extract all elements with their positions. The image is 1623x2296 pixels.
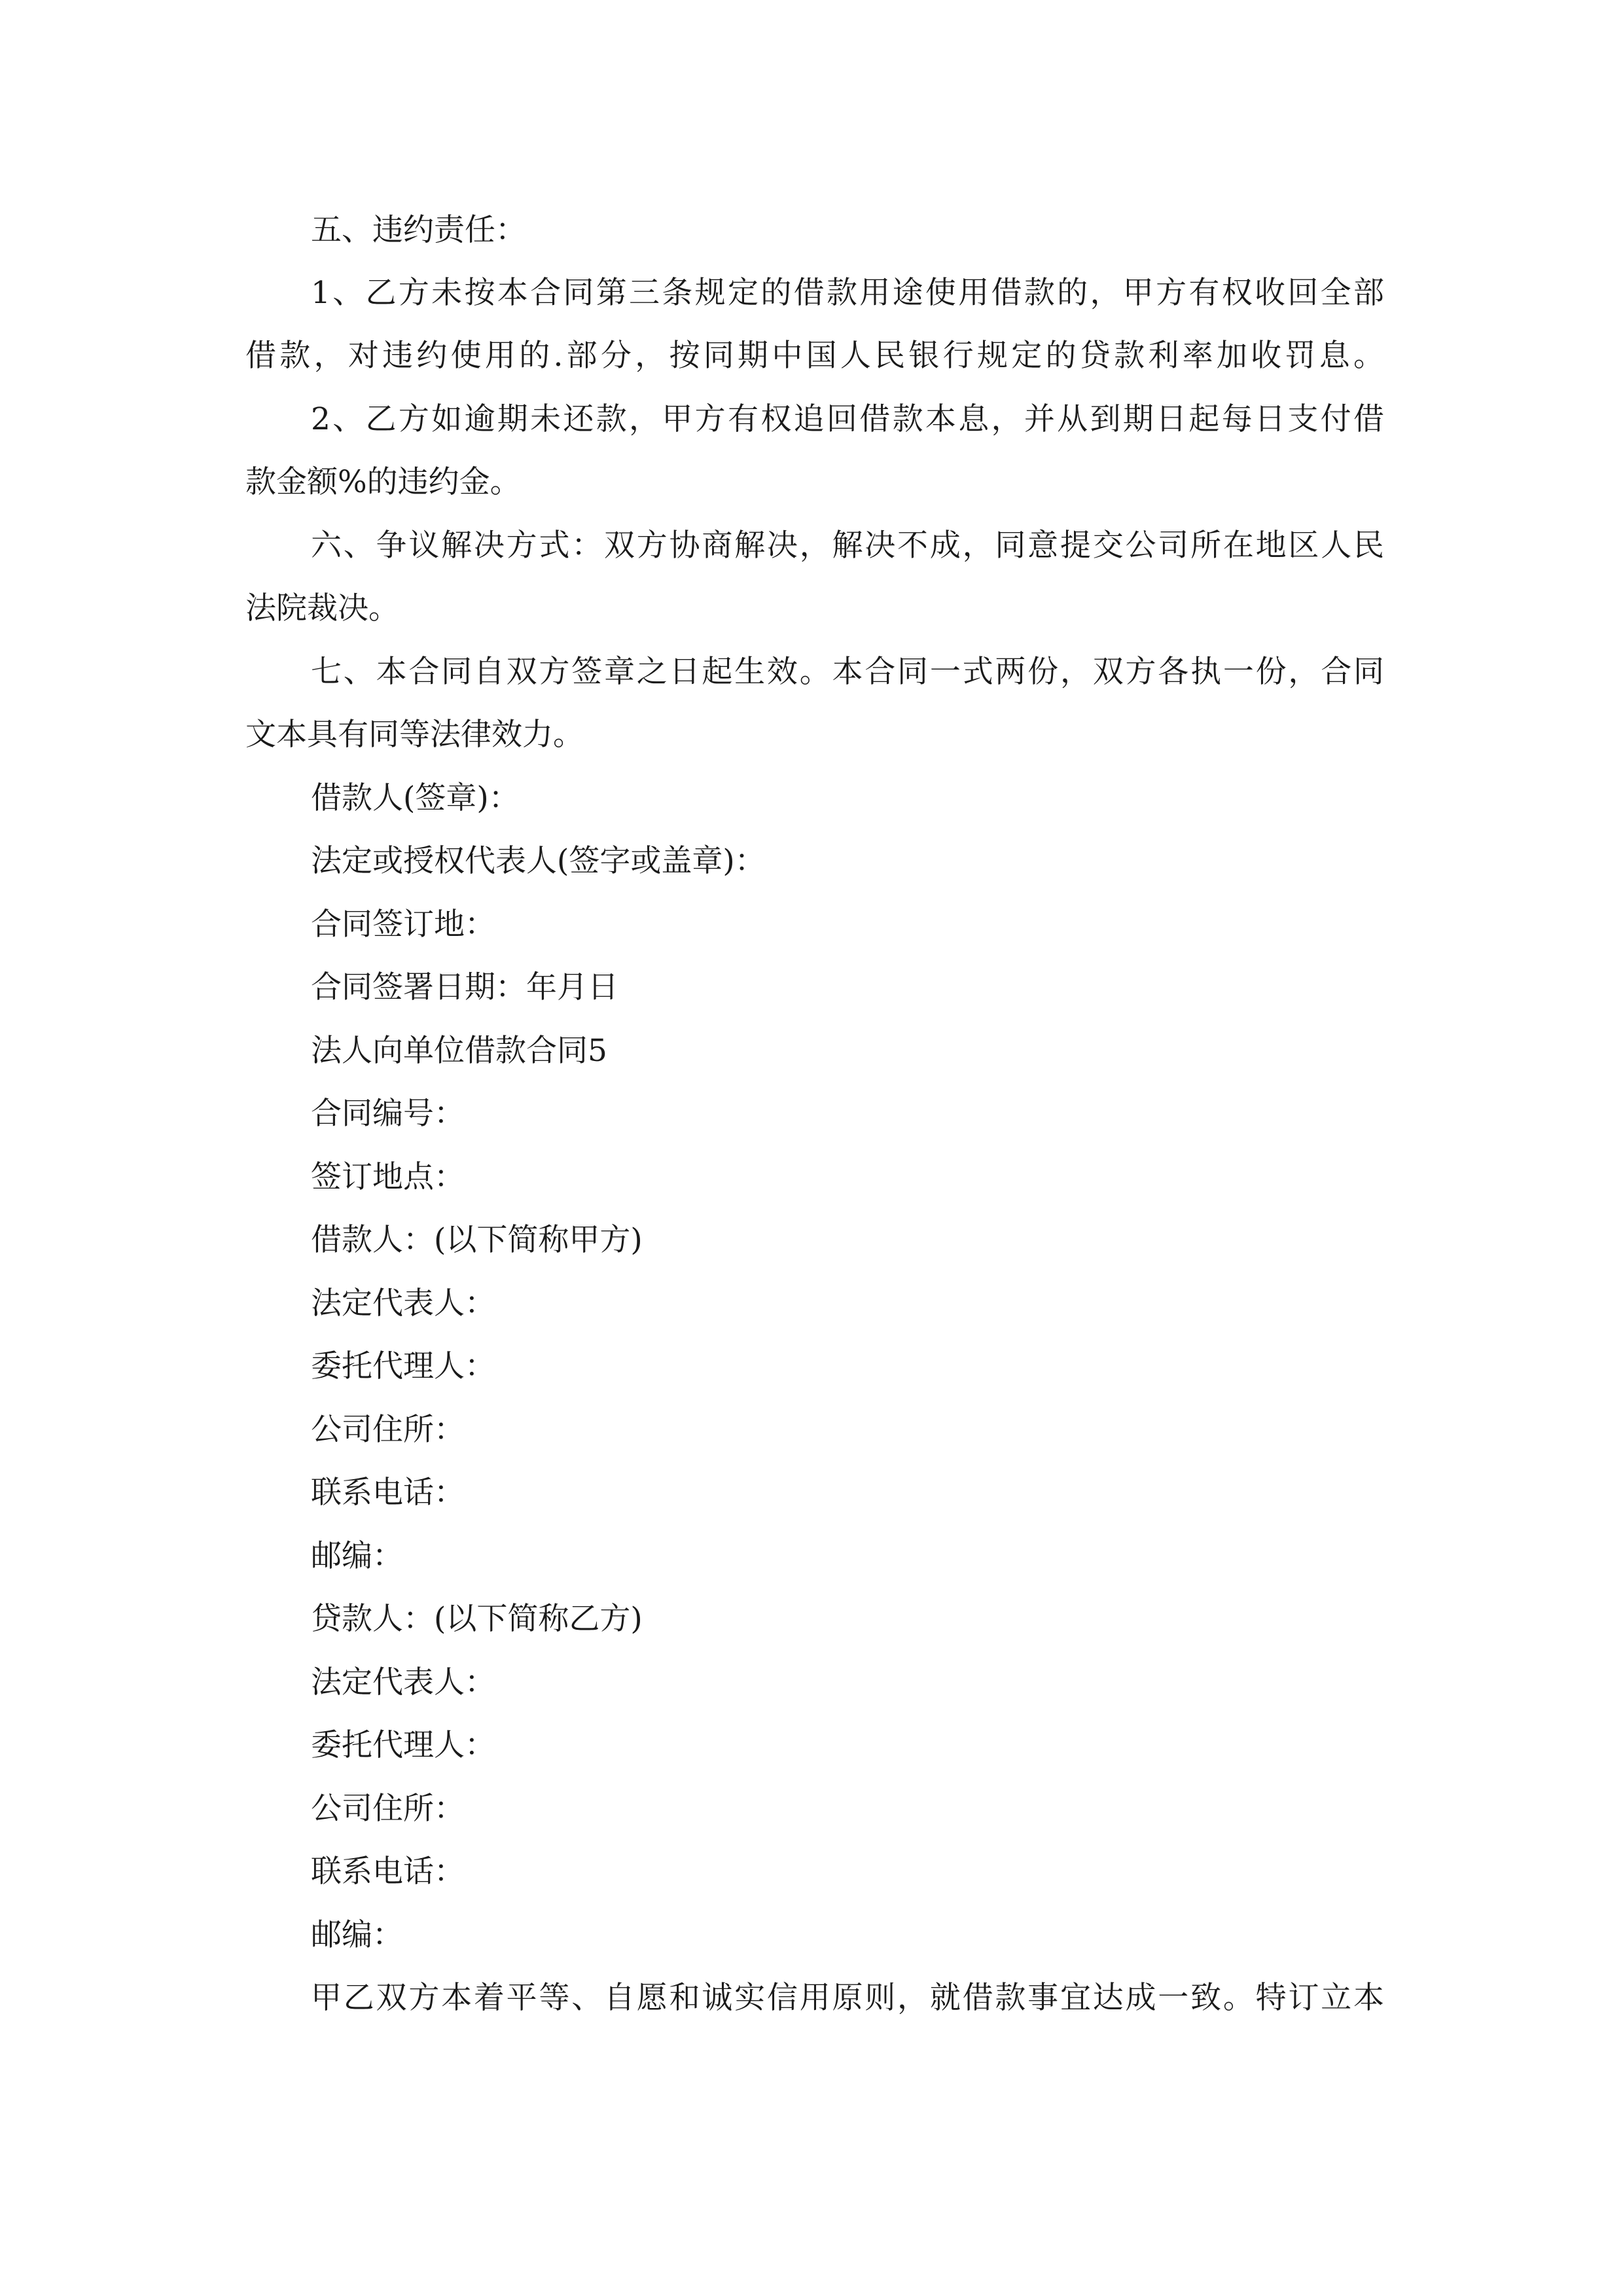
field-party-a: 借款人：(以下简称甲方)	[311, 1222, 643, 1258]
paragraph-line: 1、乙方未按本合同第三条规定的借款用途使用借款的，甲方有权收回全部	[311, 275, 1384, 311]
paragraph-line: 文本具有同等法律效力。	[245, 717, 584, 753]
paragraph-line: 六、争议解决方式：双方协商解决，解决不成，同意提交公司所在地区人民	[311, 528, 1384, 564]
field-contract-number: 合同编号：	[311, 1096, 465, 1132]
field-phone: 联系电话：	[311, 1475, 465, 1511]
field-phone: 联系电话：	[311, 1854, 465, 1890]
field-address: 公司住所：	[311, 1791, 465, 1827]
field-signing-date: 合同签署日期：年月日	[311, 969, 618, 1005]
paragraph-line: 2、乙方如逾期未还款，甲方有权追回借款本息，并从到期日起每日支付借	[311, 401, 1384, 437]
field-agent: 委托代理人：	[311, 1348, 495, 1384]
field-address: 公司住所：	[311, 1412, 465, 1448]
field-agent: 委托代理人：	[311, 1727, 495, 1763]
paragraph-line: 借款，对违约使用的.部分，按同期中国人民银行规定的贷款利率加收罚息。	[245, 338, 1384, 374]
section-heading-breach: 五、违约责任：	[311, 212, 526, 248]
paragraph-line: 七、本合同自双方签章之日起生效。本合同一式两份，双方各执一份，合同	[311, 654, 1384, 690]
field-signing-place: 合同签订地：	[311, 906, 495, 942]
field-party-b: 贷款人：(以下简称乙方)	[311, 1601, 643, 1637]
paragraph-line: 法院裁决。	[245, 590, 399, 626]
paragraph-line: 款金额%的违约金。	[245, 464, 521, 500]
field-postcode: 邮编：	[311, 1538, 403, 1574]
signature-field-representative: 法定或授权代表人(签字或盖章)：	[311, 843, 766, 879]
field-postcode: 邮编：	[311, 1917, 403, 1953]
field-signing-location: 签订地点：	[311, 1159, 465, 1195]
contract-title: 法人向单位借款合同5	[311, 1033, 607, 1069]
field-legal-representative: 法定代表人：	[311, 1285, 495, 1321]
field-legal-representative: 法定代表人：	[311, 1664, 495, 1700]
signature-field-borrower: 借款人(签章)：	[311, 780, 520, 816]
paragraph-line: 甲乙双方本着平等、自愿和诚实信用原则，就借款事宜达成一致。特订立本	[311, 1980, 1384, 2016]
